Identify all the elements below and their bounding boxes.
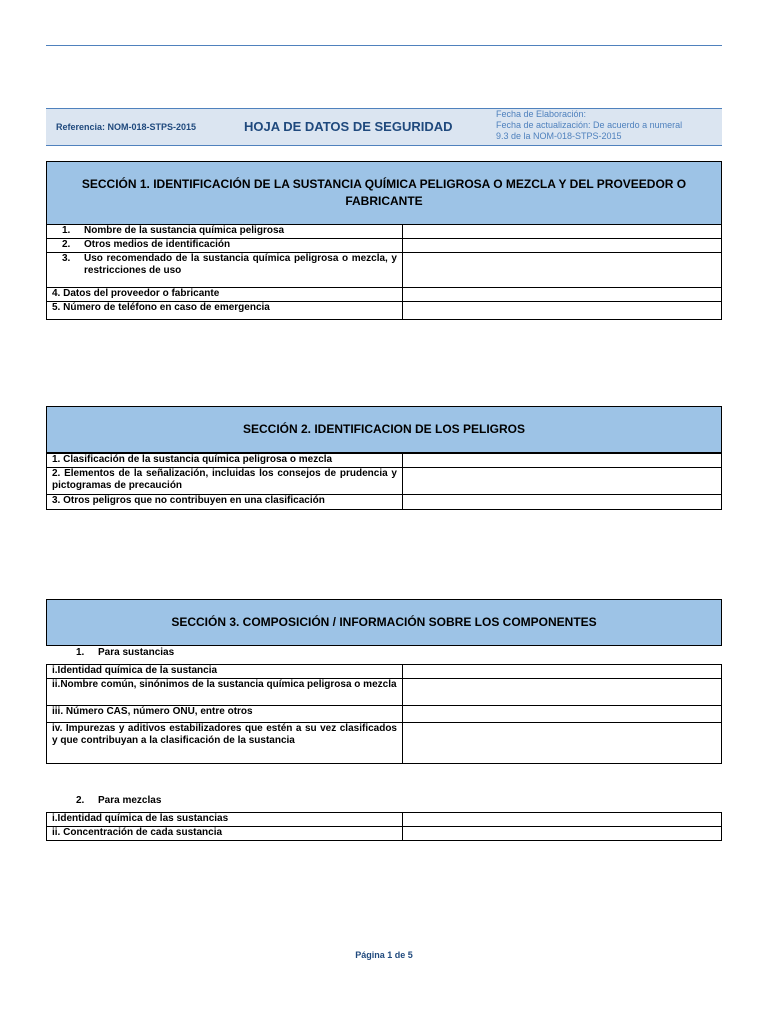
row-number: 1. xyxy=(62,225,71,236)
table-row xyxy=(47,706,722,723)
section3-mixtures-table xyxy=(46,812,722,841)
section1-table xyxy=(46,224,722,320)
row-value-field[interactable] xyxy=(403,253,722,288)
date-created-label: Fecha de Elaboración: xyxy=(496,109,587,119)
section3-substances-table xyxy=(46,664,722,764)
table-row xyxy=(47,665,722,679)
table-row xyxy=(47,225,722,239)
row-value-field[interactable] xyxy=(403,706,722,723)
table-row xyxy=(47,454,722,468)
subsection-mixtures xyxy=(76,795,161,806)
row-label-text: Uso recomendado de la sustancia química peligrosa o mezcla, y restricciones de uso xyxy=(84,253,397,276)
row-label-text: i.Identidad química de las sustancias xyxy=(47,813,403,827)
row-label-text: i.Identidad química de la sustancia xyxy=(47,665,403,679)
section3-title: SECCIÓN 3. COMPOSICIÓN / INFORMACIÓN SOBRE LOS COMPONENTES xyxy=(46,599,722,646)
row-number: 2. xyxy=(62,239,71,250)
table-row xyxy=(47,239,722,253)
table-row xyxy=(47,253,722,288)
subsection-substances xyxy=(76,647,174,658)
row-label-text: iii. Número CAS, número ONU, entre otros xyxy=(47,706,403,723)
row-value-field[interactable] xyxy=(403,679,722,706)
row-label-text: iv. Impurezas y aditivos estabilizadores que estén a su vez clasificados y que contribuyan a la clasificación de la sustancia xyxy=(47,723,403,764)
reference-label: Referencia: NOM-018-STPS-2015 xyxy=(56,122,197,132)
row-label-text: Nombre de la sustancia química peligrosa xyxy=(84,225,285,236)
table-row xyxy=(47,723,722,764)
row-value-field[interactable] xyxy=(403,302,722,320)
row-value-field[interactable] xyxy=(403,827,722,841)
section2-title: SECCIÓN 2. IDENTIFICACION DE LOS PELIGROS xyxy=(46,406,722,453)
document-title: HOJA DE DATOS DE SEGURIDAD xyxy=(244,119,453,134)
row-label-text: ii. Concentración de cada sustancia xyxy=(47,827,403,841)
table-row xyxy=(47,302,722,320)
subsection-number: 1. xyxy=(76,647,85,658)
subsection-label: Para sustancias xyxy=(98,647,175,658)
row-label-text: ii.Nombre común, sinónimos de la sustancia química peligrosa o mezcla xyxy=(47,679,403,706)
table-row xyxy=(47,288,722,302)
row-label-text: Otros medios de identificación xyxy=(84,239,231,250)
table-row xyxy=(47,679,722,706)
row-label xyxy=(47,225,403,239)
document-header xyxy=(46,108,722,146)
section1-title: SECCIÓN 1. IDENTIFICACIÓN DE LA SUSTANCIA QUÍMICA PELIGROSA O MEZCLA Y DEL PROVEEDOR O FABRICANTE xyxy=(46,161,722,225)
row-value-field[interactable] xyxy=(403,288,722,302)
row-label-text: 5. Número de teléfono en caso de emergencia xyxy=(47,302,403,320)
row-value-field[interactable] xyxy=(403,239,722,253)
top-rule xyxy=(46,45,722,46)
row-value-field[interactable] xyxy=(403,225,722,239)
page-number: Página 1 de 5 xyxy=(355,950,413,960)
table-row xyxy=(47,813,722,827)
row-label xyxy=(47,253,403,288)
dates-block xyxy=(496,109,682,142)
section2-table xyxy=(46,453,722,510)
row-value-field[interactable] xyxy=(403,468,722,495)
row-value-field[interactable] xyxy=(403,665,722,679)
table-row xyxy=(47,827,722,841)
table-row xyxy=(47,495,722,510)
subsection-number: 2. xyxy=(76,795,85,806)
date-updated-line-2: 9.3 de la NOM-018-STPS-2015 xyxy=(496,131,622,141)
row-value-field[interactable] xyxy=(403,813,722,827)
subsection-label: Para mezclas xyxy=(98,795,162,806)
row-number: 3. xyxy=(62,253,71,264)
row-value-field[interactable] xyxy=(403,495,722,510)
row-label-text: 1. Clasificación de la sustancia química peligrosa o mezcla xyxy=(47,454,403,468)
row-value-field[interactable] xyxy=(403,454,722,468)
row-value-field[interactable] xyxy=(403,723,722,764)
row-label-text: 4. Datos del proveedor o fabricante xyxy=(47,288,403,302)
date-updated-line-1: Fecha de actualización: De acuerdo a numeral xyxy=(496,120,683,130)
row-label xyxy=(47,239,403,253)
table-row xyxy=(47,468,722,495)
row-label-text: 2. Elementos de la señalización, incluidas los consejos de prudencia y pictogramas de precaución xyxy=(47,468,403,495)
row-label-text: 3. Otros peligros que no contribuyen en una clasificación xyxy=(47,495,403,510)
